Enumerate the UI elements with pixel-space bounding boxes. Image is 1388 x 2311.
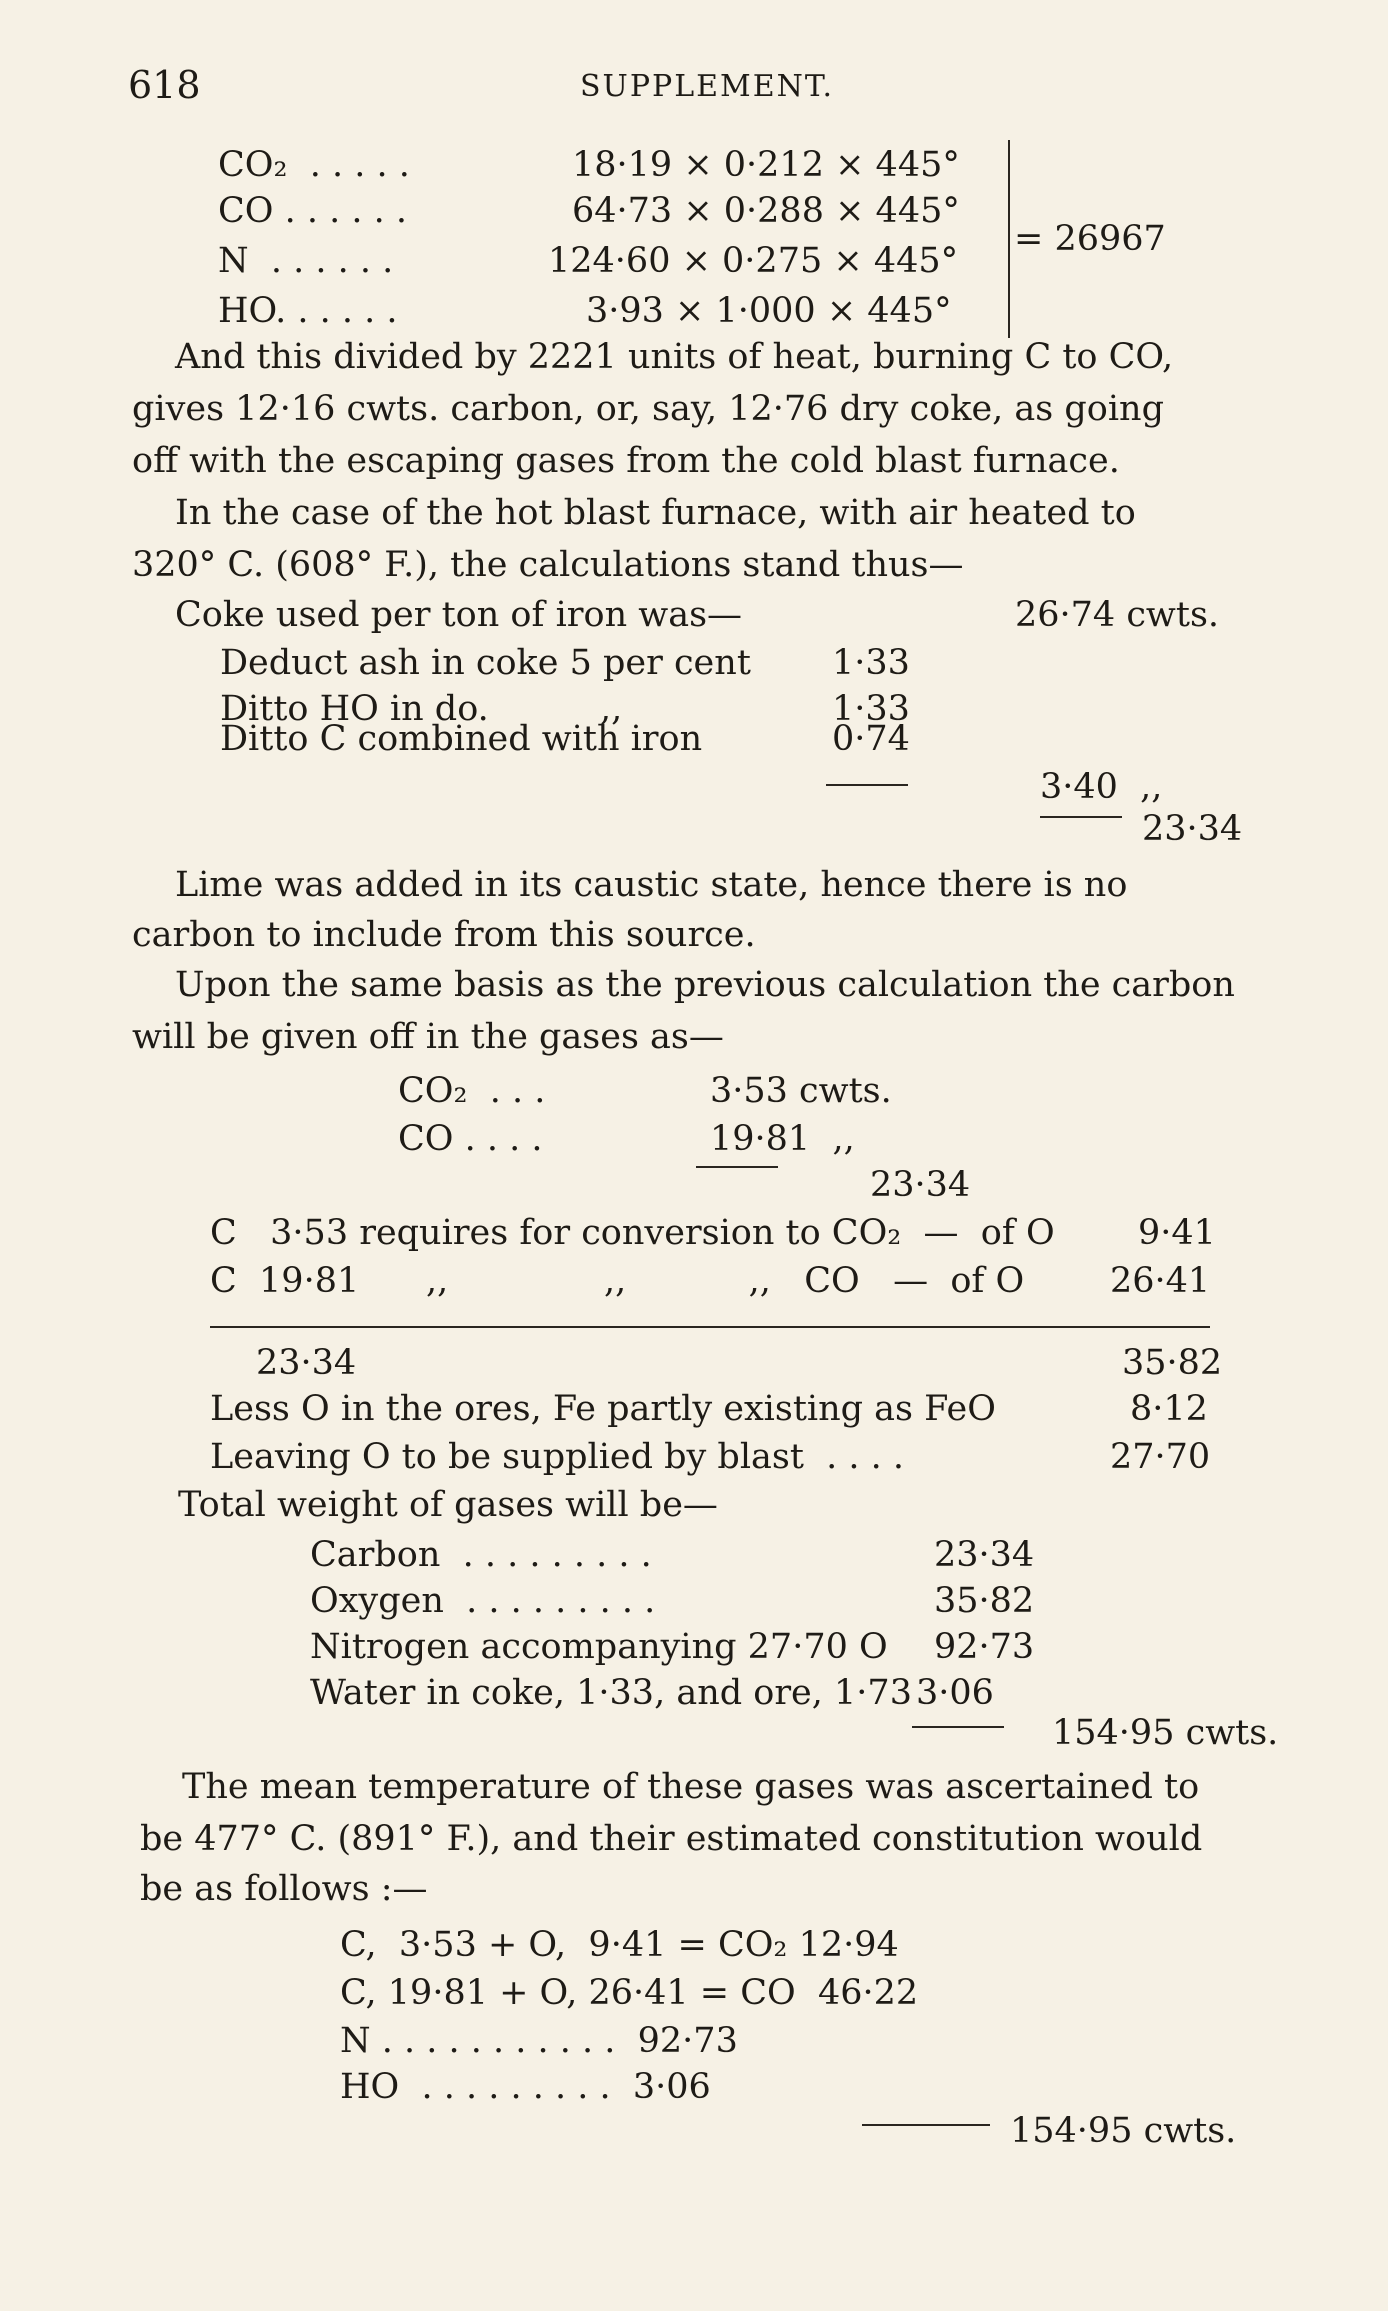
page-number: 618 — [128, 63, 201, 107]
coke-label: Coke used per ton of iron was— — [175, 595, 743, 635]
constitution-line: C, 3·53 + O, 9·41 = CO₂ 12·94 — [340, 1925, 899, 1965]
gas-label: CO₂ . . . . . — [218, 145, 410, 185]
carbon-value: 3·53 cwts. — [710, 1071, 892, 1111]
coke-net: 23·34 — [1142, 809, 1243, 849]
weight-label: Carbon . . . . . . . . . — [310, 1535, 652, 1575]
paragraph-line: be 477° C. (891° F.), and their estimated constitution would — [140, 1819, 1203, 1859]
paragraph-line: gives 12·16 cwts. carbon, or, say, 12·76 dry coke, as going — [132, 389, 1164, 429]
deduction-label: Ditto HO in do. ,, — [220, 689, 623, 729]
brace — [1008, 140, 1010, 338]
paragraph-line: In the case of the hot blast furnace, with air heated to — [175, 493, 1136, 533]
carbon-label: CO₂ . . . — [398, 1071, 546, 1111]
paragraph-line: off with the escaping gases from the cold blast furnace. — [132, 441, 1120, 481]
conversion-value: 26·41 — [1110, 1261, 1211, 1301]
constitution-line: C, 19·81 + O, 26·41 = CO 46·22 — [340, 1973, 919, 2013]
coke-value: 26·74 cwts. — [1015, 595, 1220, 635]
subtotal-rule — [1040, 816, 1122, 818]
subtotal-rule — [696, 1166, 778, 1168]
paragraph-line: The mean temperature of these gases was ascertained to — [182, 1767, 1200, 1807]
deduction-total: 3·40 ,, — [1040, 767, 1163, 807]
gas-label: HO. . . . . . — [218, 291, 398, 331]
oxygen-label: Leaving O to be supplied by blast . . . . — [210, 1437, 905, 1477]
gas-result: = 26967 — [1014, 219, 1166, 259]
paragraph-line: Lime was added in its caustic state, hence there is no — [175, 865, 1128, 905]
gas-label: N . . . . . . — [218, 241, 394, 281]
gas-value: 3·93 × 1·000 × 445° — [586, 291, 952, 331]
gas-label: CO . . . . . . — [218, 191, 407, 231]
paragraph-line: 320° C. (608° F.), the calculations stand thus— — [132, 545, 964, 585]
deduction-label: Deduct ash in coke 5 per cent — [220, 643, 751, 683]
subtotal-rule — [826, 784, 908, 786]
paragraph-line: carbon to include from this source. — [132, 915, 756, 955]
section-rule — [210, 1326, 1210, 1328]
weight-label: Oxygen . . . . . . . . . — [310, 1581, 656, 1621]
paragraph-line: be as follows :— — [140, 1869, 428, 1909]
paragraph-line: And this divided by 2221 units of heat, burning C to CO, — [175, 337, 1174, 377]
conversion-label: C 3·53 requires for conversion to CO₂ — of O — [210, 1213, 1055, 1253]
deduction-label: Ditto C combined with iron — [220, 719, 703, 759]
weight-heading: Total weight of gases will be— — [178, 1485, 718, 1525]
weight-value: 92·73 — [934, 1627, 1035, 1667]
deduction-value: 1·33 — [832, 689, 910, 729]
weight-label: Nitrogen accompanying 27·70 O — [310, 1627, 888, 1667]
weight-value: 3·06 — [916, 1673, 994, 1713]
gas-value: 18·19 × 0·212 × 445° — [572, 145, 960, 185]
paragraph-line: will be given off in the gases as— — [132, 1017, 724, 1057]
deduction-value: 1·33 — [832, 643, 910, 683]
conversion-label: C 19·81 ,, ,, ,, CO — of O — [210, 1261, 1025, 1301]
deduction-value: 0·74 — [832, 719, 910, 759]
weight-value: 35·82 — [934, 1581, 1035, 1621]
carbon-total: 23·34 — [870, 1165, 971, 1205]
running-title: SUPPLEMENT. — [580, 69, 835, 104]
oxygen-label: Less O in the ores, Fe partly existing as FeO — [210, 1389, 996, 1429]
oxygen-value: 8·12 — [1130, 1389, 1208, 1429]
weights-total: 154·95 cwts. — [1052, 1713, 1279, 1753]
subtotal-rule — [862, 2124, 990, 2126]
conversion-value: 9·41 — [1138, 1213, 1216, 1253]
constitution-total: 154·95 cwts. — [1010, 2111, 1237, 2151]
conversion-total-left: 23·34 — [256, 1343, 357, 1383]
paragraph-line: Upon the same basis as the previous calculation the carbon — [175, 965, 1235, 1005]
weight-value: 23·34 — [934, 1535, 1035, 1575]
gas-value: 124·60 × 0·275 × 445° — [548, 241, 959, 281]
oxygen-value: 27·70 — [1110, 1437, 1211, 1477]
weight-label: Water in coke, 1·33, and ore, 1·73 — [310, 1673, 912, 1713]
gas-value: 64·73 × 0·288 × 445° — [572, 191, 960, 231]
conversion-total-right: 35·82 — [1122, 1343, 1223, 1383]
constitution-line: N . . . . . . . . . . . 92·73 — [340, 2021, 738, 2061]
subtotal-rule — [912, 1726, 1004, 1728]
carbon-label: CO . . . . — [398, 1119, 543, 1159]
constitution-line: HO . . . . . . . . . 3·06 — [340, 2067, 711, 2107]
carbon-value: 19·81 ,, — [710, 1119, 855, 1159]
